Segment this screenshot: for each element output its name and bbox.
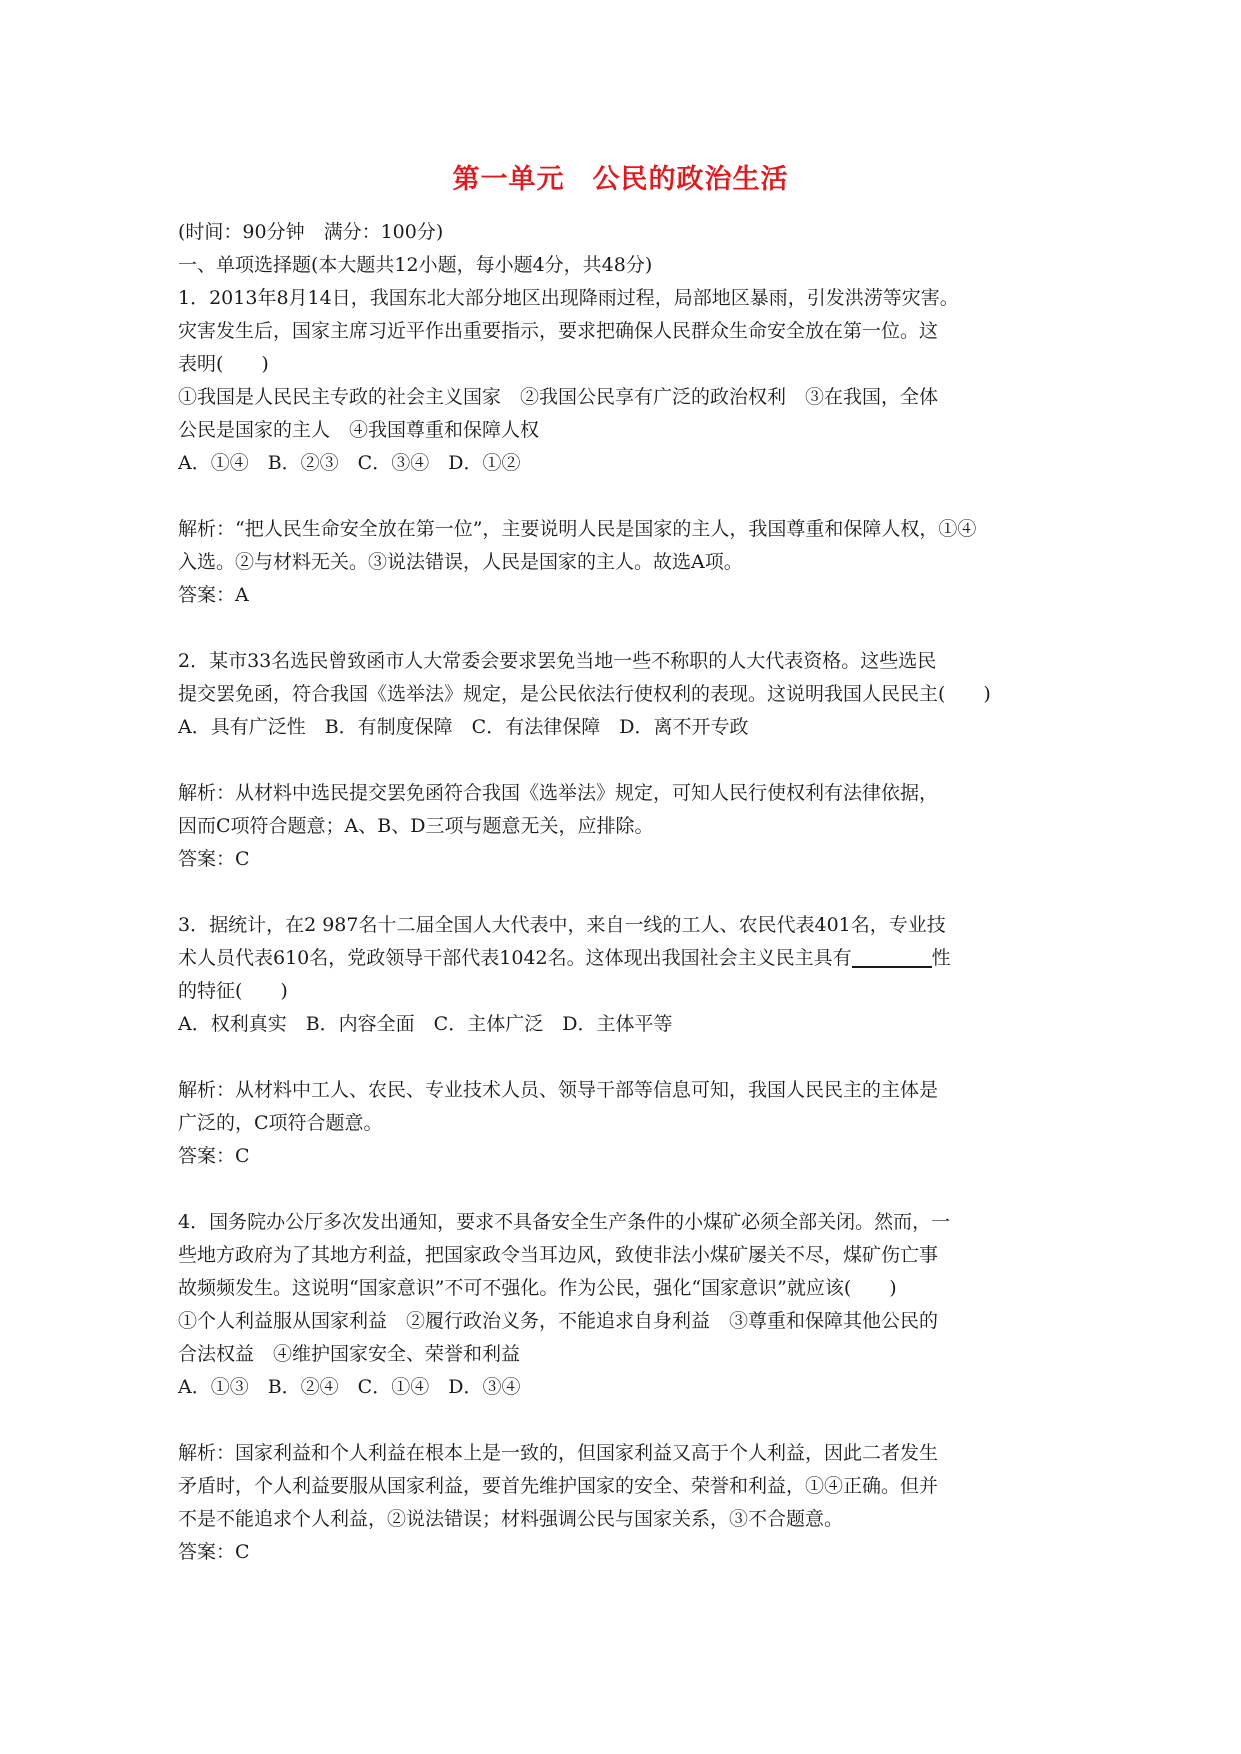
answer-line: 答案：C [178, 1145, 250, 1167]
question-stem-line: 故频频发生。这说明“国家意识”不可不强化。作为公民，强化“国家意识”就应该( ) [178, 1277, 897, 1299]
answer-line: 答案：C [178, 848, 250, 870]
question-2 [178, 645, 1068, 876]
analysis-line: 解析：从材料中工人、农民、专业技术人员、领导干部等信息可知，我国人民民主的主体是 [178, 1079, 939, 1101]
stem-text: 术人员代表610名，党政领导干部代表1042名。这体现出我国社会主义民主具有 [178, 947, 852, 969]
question-stem-line: 1．2013年8月14日，我国东北大部分地区出现降雨过程，局部地区暴雨，引发洪涝等灾害。 [178, 287, 959, 309]
exam-meta: (时间：90分钟 满分：100分) [178, 221, 444, 243]
analysis-line: 解析：国家利益和个人利益在根本上是一致的，但国家利益又高于个人利益，因此二者发生 [178, 1442, 939, 1464]
fill-blank [852, 944, 932, 968]
question-statement-line: 公民是国家的主人 ④我国尊重和保障人权 [178, 419, 540, 441]
question-statement-line: ①个人利益服从国家利益 ②履行政治义务，不能追求自身利益 ③尊重和保障其他公民的 [178, 1310, 939, 1332]
section-heading: 一、单项选择题(本大题共12小题，每小题4分，共48分) [178, 254, 653, 276]
question-options: A．①③ B．②④ C．①④ D．③④ [178, 1376, 521, 1398]
analysis-line: 解析：从材料中选民提交罢免函符合我国《选举法》规定，可知人民行使权利有法律依据， [178, 782, 939, 804]
question-stem-line: 提交罢免函，符合我国《选举法》规定，是公民依法行使权利的表现。这说明我国人民民主( ) [178, 683, 991, 705]
question-options: A．权利真实 B．内容全面 C．主体广泛 D．主体平等 [178, 1013, 673, 1035]
question-stem-line: 3．据统计，在2 987名十二届全国人大代表中，来自一线的工人、农民代表401名，专业技 [178, 914, 946, 936]
stem-text: 性 [931, 947, 951, 969]
question-3 [178, 909, 1068, 1173]
question-stem-line: 4．国务院办公厅多次发出通知，要求不具备安全生产条件的小煤矿必须全部关闭。然而，一 [178, 1211, 951, 1233]
question-stem-line: 些地方政府为了其地方利益，把国家政令当耳边风，致使非法小煤矿屡关不尽，煤矿伤亡事 [178, 1244, 939, 1266]
question-options: A．具有广泛性 B．有制度保障 C．有法律保障 D．离不开专政 [178, 716, 749, 738]
analysis-line: 不是不能追求个人利益，②说法错误；材料强调公民与国家关系，③不合题意。 [178, 1508, 844, 1530]
question-stem-line: 灾害发生后，国家主席习近平作出重要指示，要求把确保人民群众生命安全放在第一位。这 [178, 320, 939, 342]
document-body [178, 216, 1068, 1569]
question-1 [178, 282, 1068, 612]
page-title: 第一单元 公民的政治生活 [452, 164, 789, 195]
question-stem-line [178, 942, 1068, 975]
question-stem-line: 表明( ) [178, 353, 269, 375]
analysis-line: 矛盾时，个人利益要服从国家利益，要首先维护国家的安全、荣誉和利益，①④正确。但并 [178, 1475, 939, 1497]
question-4 [178, 1206, 1068, 1569]
answer-line: 答案：C [178, 1541, 250, 1563]
question-statement-line: 合法权益 ④维护国家安全、荣誉和利益 [178, 1343, 521, 1365]
answer-line: 答案：A [178, 584, 249, 606]
analysis-line: 解析：“把人民生命安全放在第一位”，主要说明人民是国家的主人，我国尊重和保障人权，①④ [178, 518, 977, 540]
analysis-line: 因而C项符合题意；A、B、D三项与题意无关，应排除。 [178, 815, 654, 837]
question-statement-line: ①我国是人民民主专政的社会主义国家 ②我国公民享有广泛的政治权利 ③在我国，全体 [178, 386, 939, 408]
analysis-line: 广泛的，C项符合题意。 [178, 1112, 383, 1134]
question-options: A．①④ B．②③ C．③④ D．①② [178, 452, 521, 474]
question-stem-line: 的特征( ) [178, 980, 288, 1002]
question-stem-line: 2．某市33名选民曾致函市人大常委会要求罢免当地一些不称职的人大代表资格。这些选民 [178, 650, 937, 672]
analysis-line: 入选。②与材料无关。③说法错误，人民是国家的主人。故选A项。 [178, 551, 743, 573]
